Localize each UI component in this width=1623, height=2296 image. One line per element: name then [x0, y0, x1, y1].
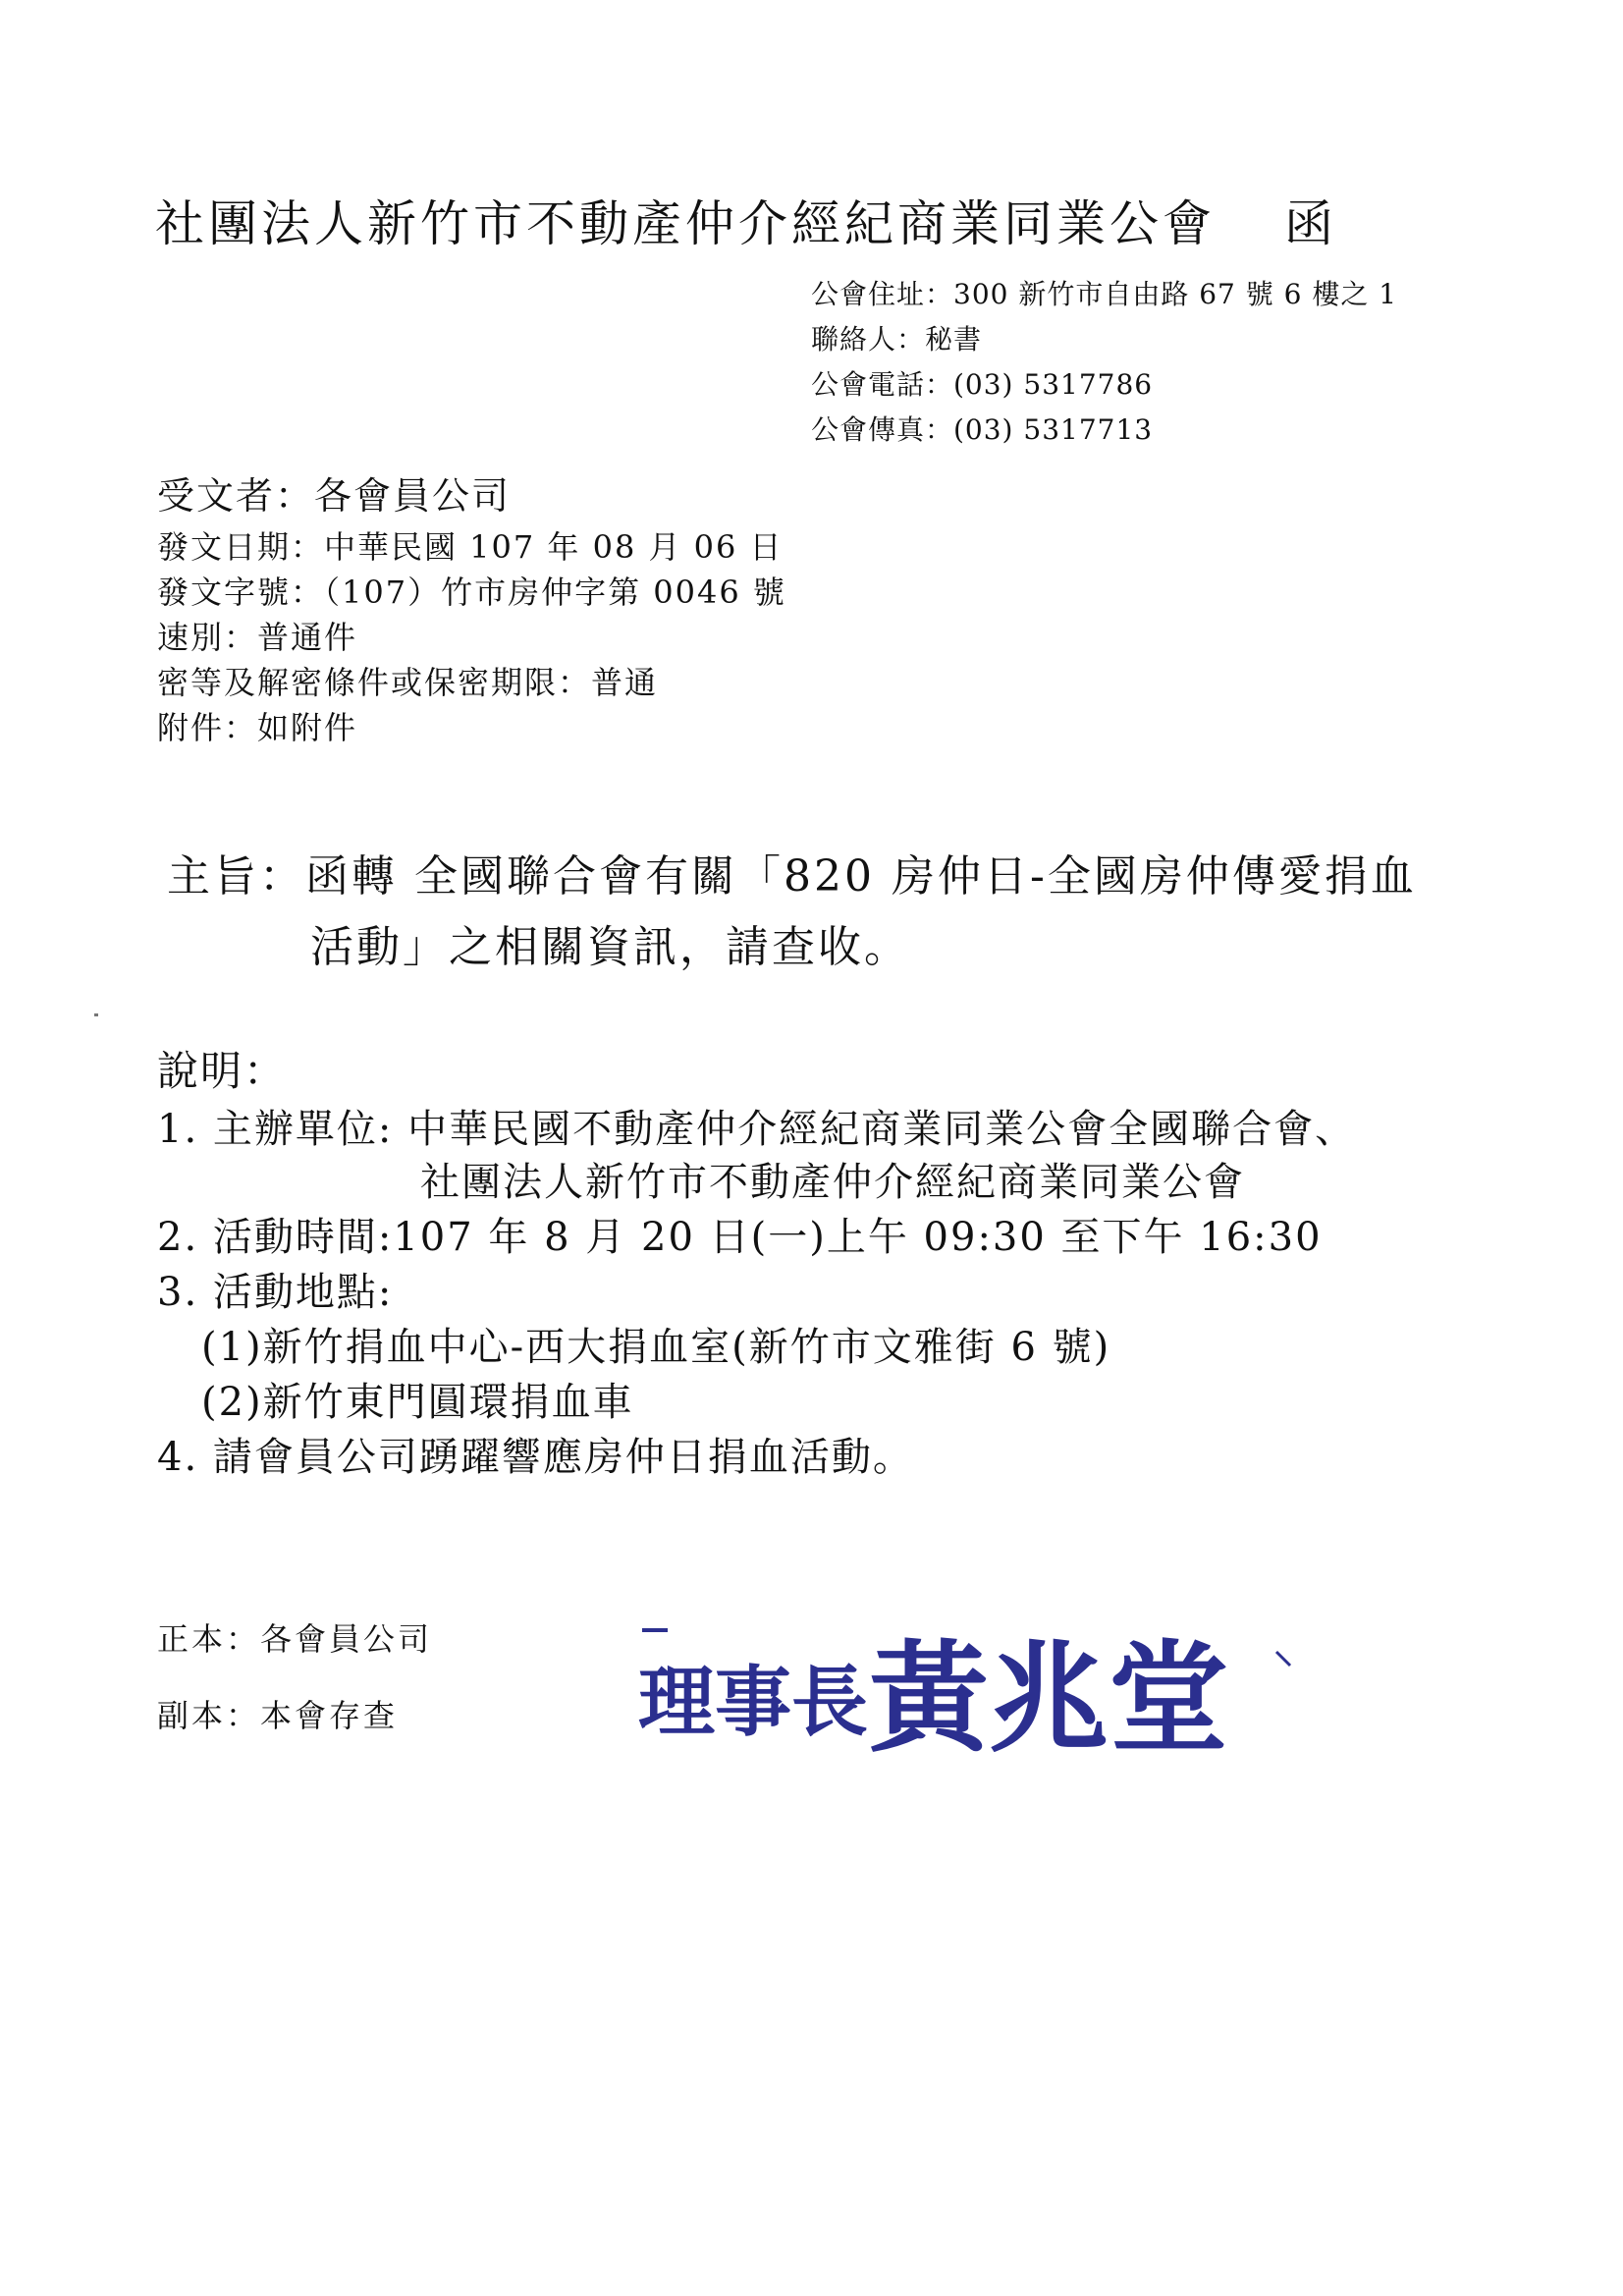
explanation-item-4: 4. 請會員公司踴躍響應房仲日捐血活動。	[157, 1435, 914, 1480]
subject-line-2: 活動」之相關資訊，請查收。	[310, 922, 910, 972]
signature-name-text: 黃兆堂	[869, 1627, 1228, 1768]
subject-line-1: 主旨：函轉 全國聯合會有關「820 房仲日-全國房仲傳愛捐血	[167, 851, 1417, 902]
contact-fax: 公會傳真：(03) 5317713	[811, 413, 1154, 446]
explanation-item-2: 2. 活動時間:107 年 8 月 20 日(一)上午 09:30 至下午 16:30	[157, 1215, 1323, 1260]
speed-line: 速別：普通件	[157, 619, 358, 656]
copy-recipients: 副本：本會存查	[157, 1697, 399, 1734]
contact-address: 公會住址：300 新竹市自由路 67 號 6 樓之 1	[811, 278, 1398, 310]
explanation-item-3-location-2: (2)新竹東門圓環捐血車	[201, 1380, 634, 1425]
document-number-line: 發文字號：（107）竹市房仲字第 0046 號	[157, 574, 786, 611]
explanation-item-1-continued: 社團法人新竹市不動產仲介經紀商業同業公會	[420, 1160, 1245, 1205]
scan-speck	[94, 1013, 98, 1016]
signature-role-text: 理事長	[638, 1658, 869, 1747]
explanation-item-1: 1. 主辦單位: 中華民國不動產仲介經紀商業同業公會全國聯合會、	[157, 1107, 1357, 1152]
letterhead-title	[155, 185, 1337, 255]
organization-name: 社團法人新竹市不動產仲介經紀商業同業公會	[155, 195, 1216, 252]
attachment-line: 附件：如附件	[157, 709, 358, 746]
recipient-line: 受文者：各會員公司	[157, 474, 512, 518]
document-kind: 函	[1284, 195, 1337, 252]
issue-date-line: 發文日期：中華民國 107 年 08 月 06 日	[157, 528, 784, 566]
chairman-signature-stamp	[628, 1611, 1296, 1768]
explanation-heading: 說明：	[157, 1047, 288, 1095]
explanation-item-3-location-1: (1)新竹捐血中心-西大捐血室(新竹市文雅街 6 號)	[201, 1325, 1111, 1370]
explanation-item-3: 3. 活動地點:	[157, 1270, 394, 1315]
original-recipients: 正本：各會員公司	[157, 1620, 433, 1658]
contact-phone: 公會電話：(03) 5317786	[811, 368, 1154, 401]
security-line: 密等及解密條件或保密期限：普通	[157, 664, 659, 701]
contact-person: 聯絡人：秘書	[811, 323, 983, 355]
